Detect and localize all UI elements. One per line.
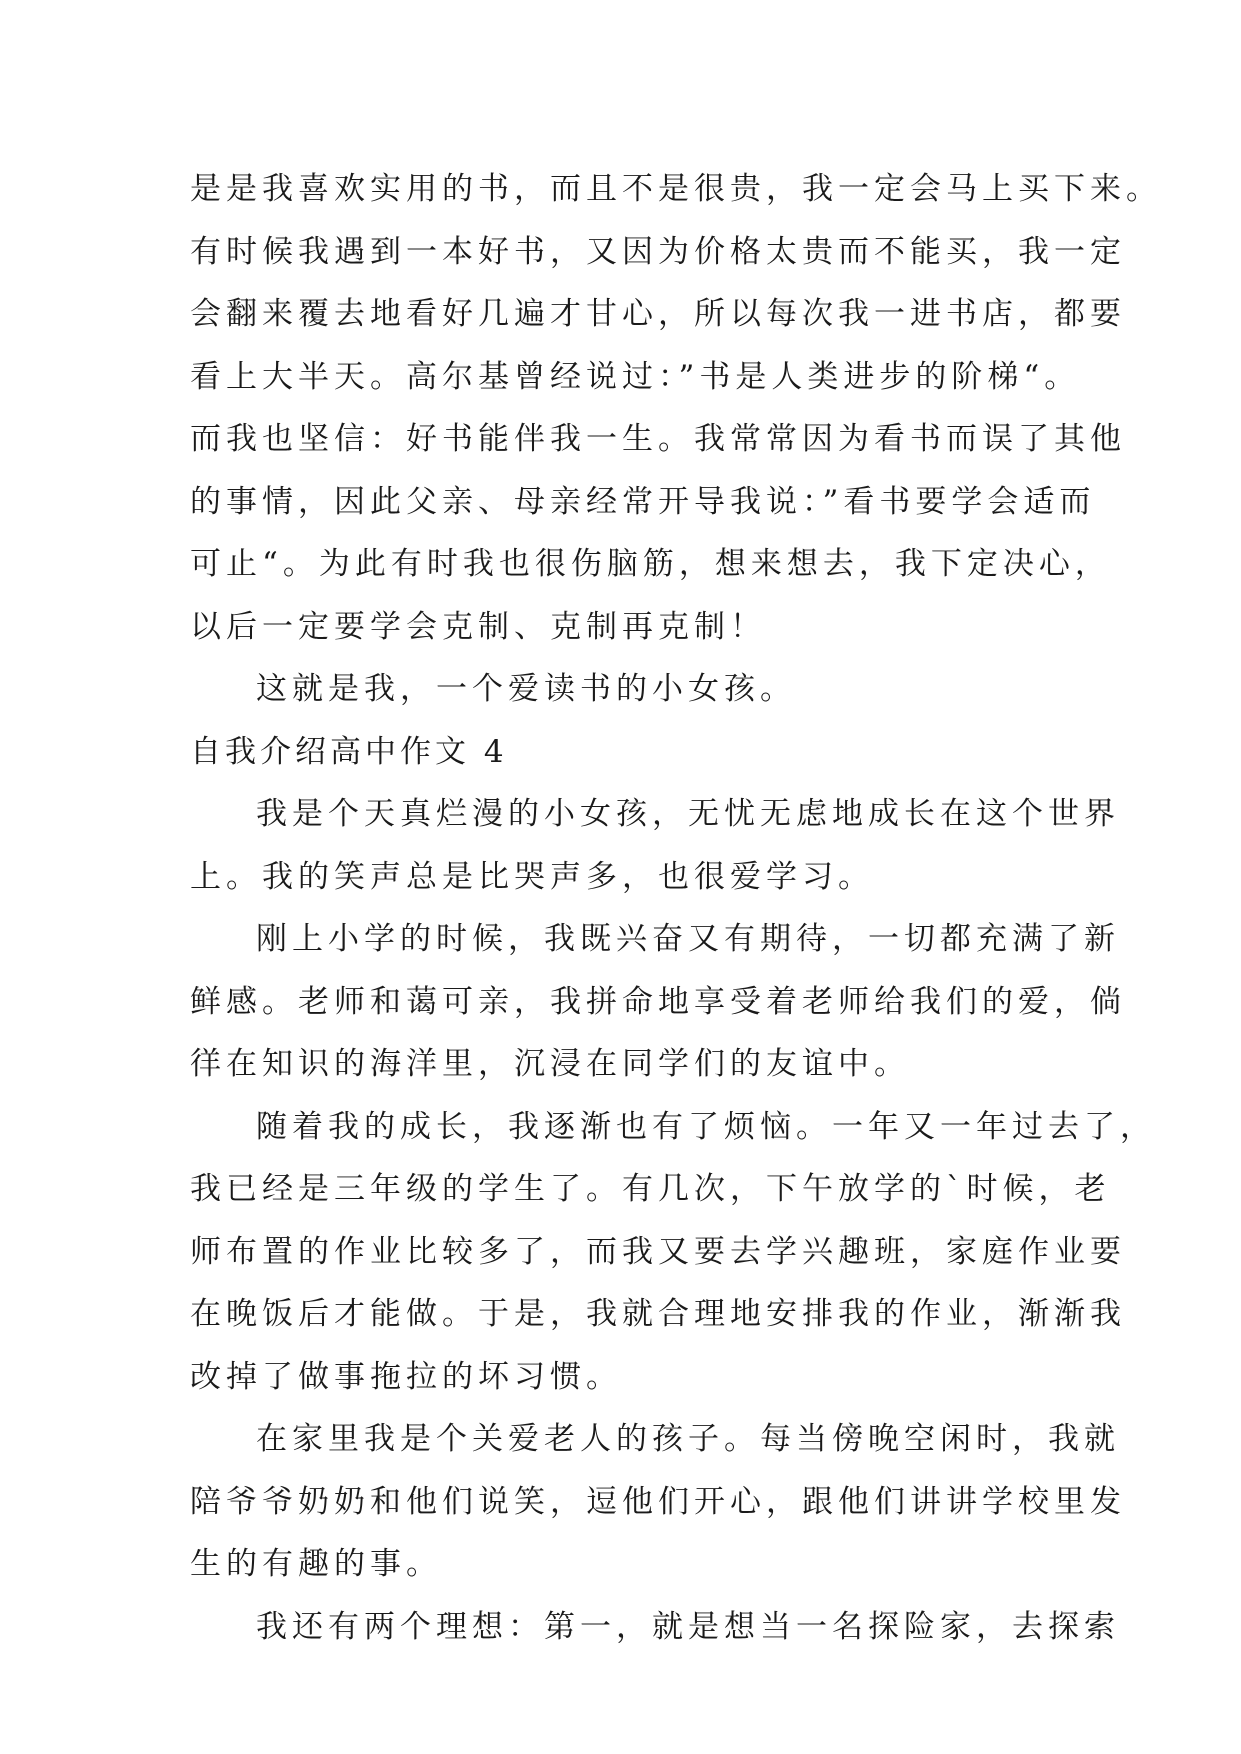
text-line: 在家里我是个关爱老人的孩子。每当傍晚空闲时，我就 (256, 1421, 1120, 1457)
text-line: 改掉了做事拖拉的坏习惯。 (190, 1358, 622, 1395)
text-line: 以后一定要学会克制、克制再克制！ (190, 608, 766, 645)
text-line: 我是个天真烂漫的小女孩，无忧无虑地成长在这个世界 (256, 796, 1120, 832)
text-line: 看上大半天。高尔基曾经说过：”书是人类进步的阶梯“。 (190, 358, 1081, 395)
text-line: 在晚饭后才能做。于是，我就合理地安排我的作业，渐渐我 (190, 1296, 1126, 1332)
text-line: 的事情，因此父亲、母亲经常开导我说：”看书要学会适而 (190, 483, 1096, 520)
section-heading: 自我介绍高中作文 4 (190, 733, 508, 770)
text-line: 是是我喜欢实用的书，而且不是很贵，我一定会马上买下来。 (190, 171, 1162, 207)
text-line: 这就是我，一个爱读书的小女孩。 (256, 671, 796, 707)
body-text (190, 158, 1162, 1658)
text-line: 我已经是三年级的学生了。有几次，下午放学的`时候，老 (190, 1171, 1111, 1207)
text-line: 上。我的笑声总是比哭声多，也很爱学习。 (190, 858, 874, 895)
text-line: 陪爷爷奶奶和他们说笑，逗他们开心，跟他们讲讲学校里发 (190, 1483, 1126, 1520)
text-line: 随着我的成长，我逐渐也有了烦恼。一年又一年过去了， (256, 1108, 1156, 1145)
text-line: 鲜感。老师和蔼可亲，我拼命地享受着老师给我们的爱，倘 (190, 983, 1126, 1020)
text-line: 刚上小学的时候，我既兴奋又有期待，一切都充满了新 (256, 921, 1120, 957)
text-line: 师布置的作业比较多了，而我又要去学兴趣班，家庭作业要 (190, 1233, 1126, 1270)
text-line: 可止“。为此有时我也很伤脑筋，想来想去，我下定决心， (190, 546, 1111, 582)
text-line: 生的有趣的事。 (190, 1546, 442, 1582)
text-line: 而我也坚信：好书能伴我一生。我常常因为看书而误了其他 (190, 421, 1126, 457)
text-line: 徉在知识的海洋里，沉浸在同学们的友谊中。 (190, 1046, 910, 1082)
text-line: 会翻来覆去地看好几遍才甘心，所以每次我一进书店，都要 (190, 296, 1126, 332)
text-line: 有时候我遇到一本好书，又因为价格太贵而不能买，我一定 (190, 233, 1126, 270)
text-line: 我还有两个理想：第一，就是想当一名探险家，去探索 (256, 1608, 1120, 1645)
